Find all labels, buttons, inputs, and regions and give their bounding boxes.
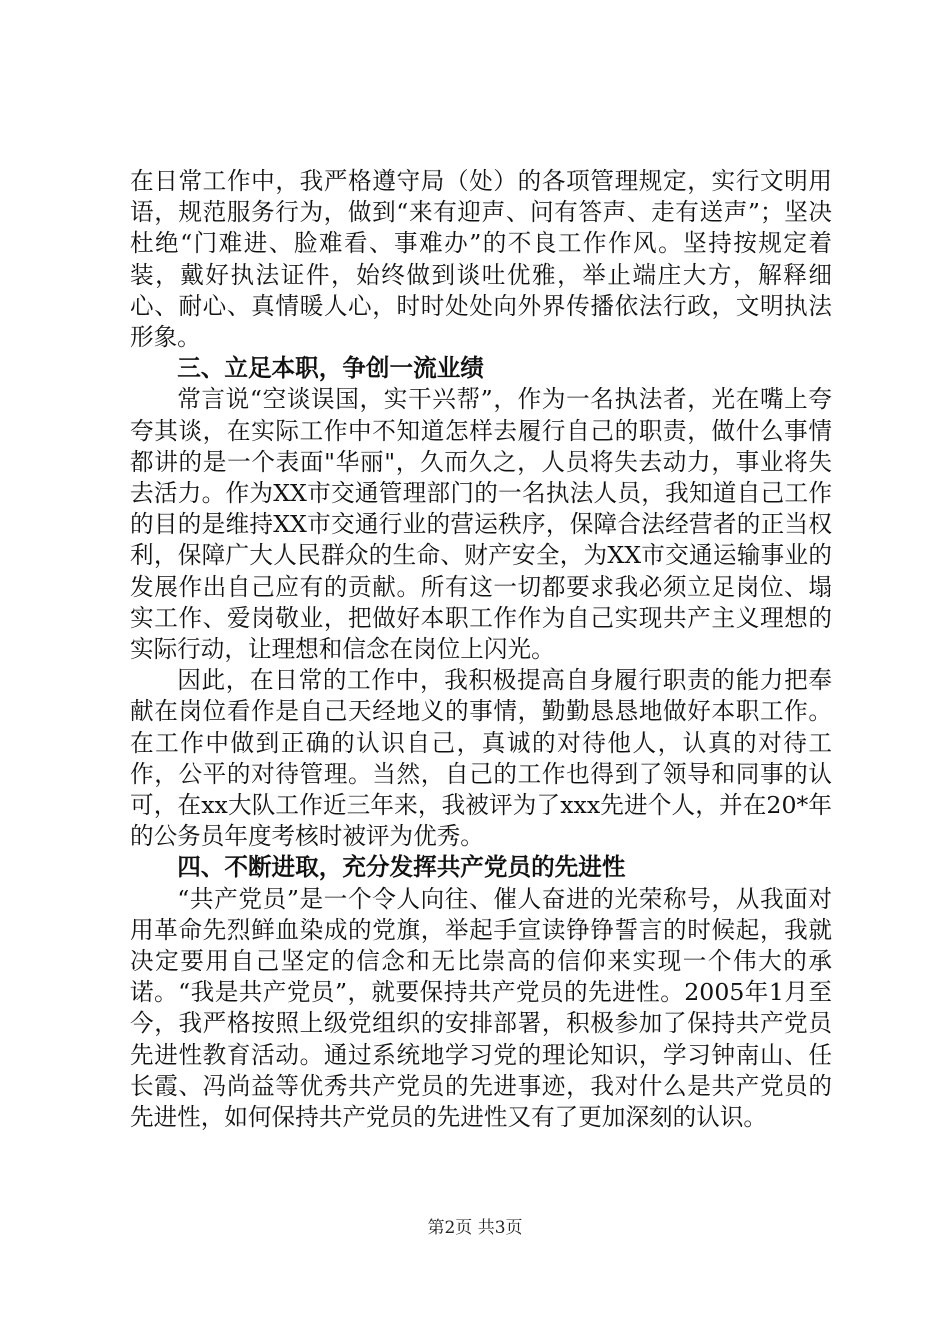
- page-number-label: 第2页 共3页: [427, 1218, 523, 1238]
- section-heading-4: 四、不断进取，充分发挥共产党员的先进性: [177, 853, 626, 882]
- paragraph: “共产党员”是一个令人向往、催人奋进的光荣称号，从我面对用革命先烈鲜血染成的党旗，举起手宣读铮铮誓言的时候起，我就决定要用自己坚定的信念和无比崇高的信仰来实现一个伟大的承诺。“我是共产党员”，就要保持共产党员的先进性。2005年1月至今，我严格按照上级党组织的安排部署，积极参加了保持共产党员先进性教育活动。通过系统地学习党的理论知识，学习钟南山、任长霞、冯尚益等优秀共产党员的先进事迹，我对什么是共产党员的先进性，如何保持共产党员的先进性又有了更加深刻的认识。: [130, 884, 832, 1132]
- paragraph: 因此，在日常的工作中，我积极提高自身履行职责的能力把奉献在岗位看作是自己天经地义的事情，勤勤恳恳地做好本职工作。在工作中做到正确的认识自己，真诚的对待他人，认真的对待工作，公平的对待管理。当然，自己的工作也得到了领导和同事的认可，在xx大队工作近三年来，我被评为了xxx先进个人，并在20*年的公务员年度考核时被评为优秀。: [130, 666, 832, 851]
- document-body: [130, 166, 832, 1133]
- paragraph-continuation: 在日常工作中，我严格遵守局（处）的各项管理规定，实行文明用语，规范服务行为，做到“来有迎声、问有答声、走有送声”；坚决杜绝“门难进、脸难看、事难办”的不良工作作风。坚持按规定着装，戴好执法证件，始终做到谈吐优雅，举止端庄大方，解释细心、耐心、真情暖人心，时时处处向外界传播依法行政，文明执法形象。: [130, 167, 832, 352]
- paragraph: 常言说“空谈误国，实干兴帮”，作为一名执法者，光在嘴上夸夸其谈，在实际工作中不知道怎样去履行自己的职责，做什么事情都讲的是一个表面"华丽"，久而久之，人员将失去动力，事业将失去活力。作为XX市交通管理部门的一名执法人员，我知道自己工作的目的是维持XX市交通行业的营运秩序，保障合法经营者的正当权利，保障广大人民群众的生命、财产安全，为XX市交通运输事业的发展作出自己应有的贡献。所有这一切都要求我必须立足岗位、塌实工作、爱岗敬业，把做好本职工作作为自己实现共产主义理想的实际行动，让理想和信念在岗位上闪光。: [130, 385, 832, 664]
- page-footer: [0, 1217, 950, 1239]
- section-heading-3: 三、立足本职，争创一流业绩: [177, 354, 484, 383]
